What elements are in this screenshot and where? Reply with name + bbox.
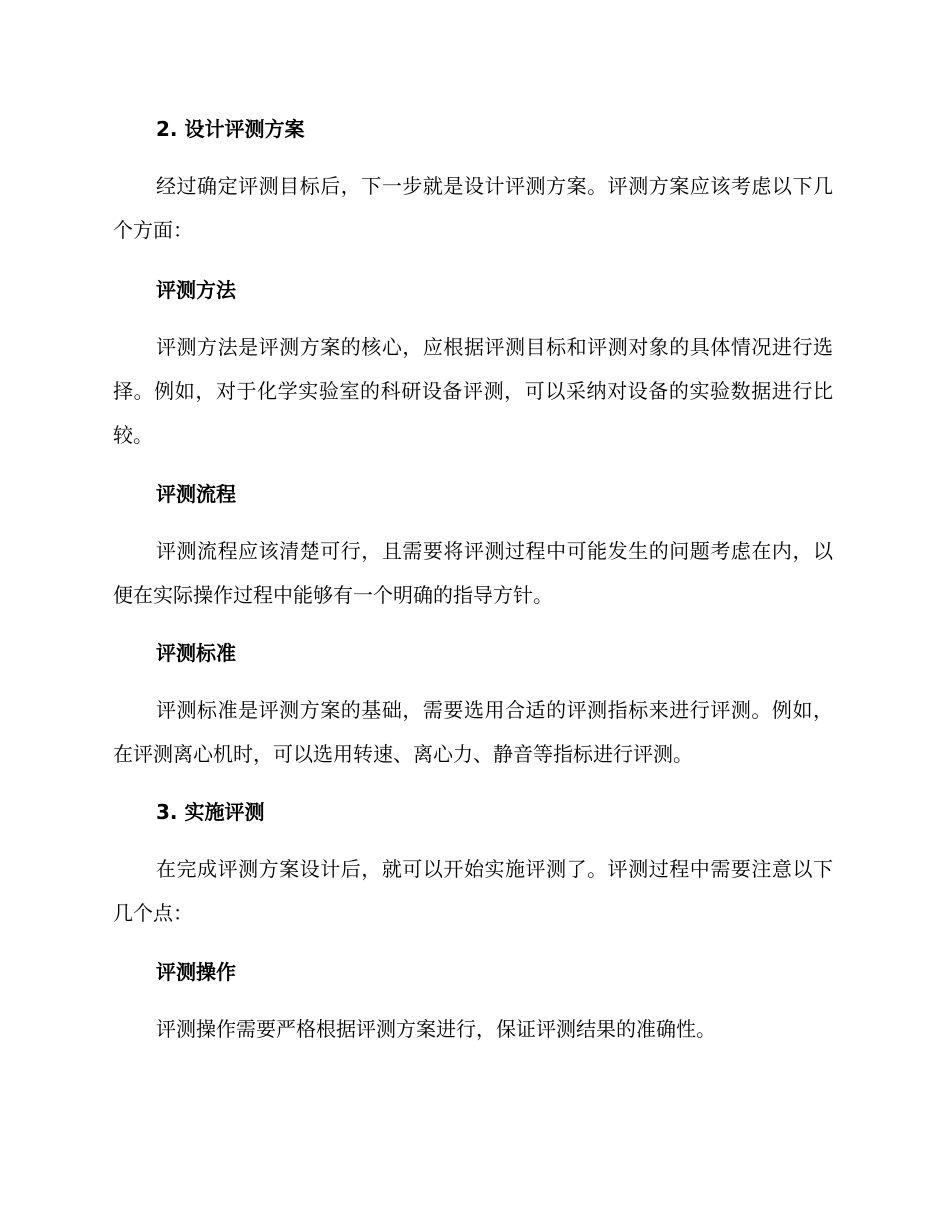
subheading-operation: 评测操作 bbox=[156, 960, 236, 984]
section-2-heading: 2. 设计评测方案 bbox=[156, 117, 305, 141]
section-3-intro: 在完成评测方案设计后，就可以开始实施评测了。评测过程中需要注意以下几个点： bbox=[113, 857, 833, 925]
paragraph-process: 评测流程应该清楚可行，且需要将评测过程中可能发生的问题考虑在内，以便在实际操作过程中能够有一个明确的指导方针。 bbox=[113, 539, 833, 607]
section-2-intro: 经过确定评测目标后，下一步就是设计评测方案。评测方案应该考虑以下几个方面： bbox=[113, 174, 833, 242]
section-3-heading: 3. 实施评测 bbox=[156, 800, 265, 824]
subheading-method: 评测方法 bbox=[156, 278, 236, 302]
subheading-standard: 评测标准 bbox=[156, 641, 236, 665]
paragraph-standard: 评测标准是评测方案的基础，需要选用合适的评测指标来进行评测。例如，在评测离心机时，可以选用转速、离心力、静音等指标进行评测。 bbox=[113, 698, 833, 766]
paragraph-method: 评测方法是评测方案的核心，应根据评测目标和评测对象的具体情况进行选择。例如，对于化学实验室的科研设备评测，可以采纳对设备的实验数据进行比较。 bbox=[113, 335, 833, 447]
paragraph-operation: 评测操作需要严格根据评测方案进行，保证评测结果的准确性。 bbox=[156, 1017, 716, 1041]
subheading-process: 评测流程 bbox=[156, 482, 236, 506]
